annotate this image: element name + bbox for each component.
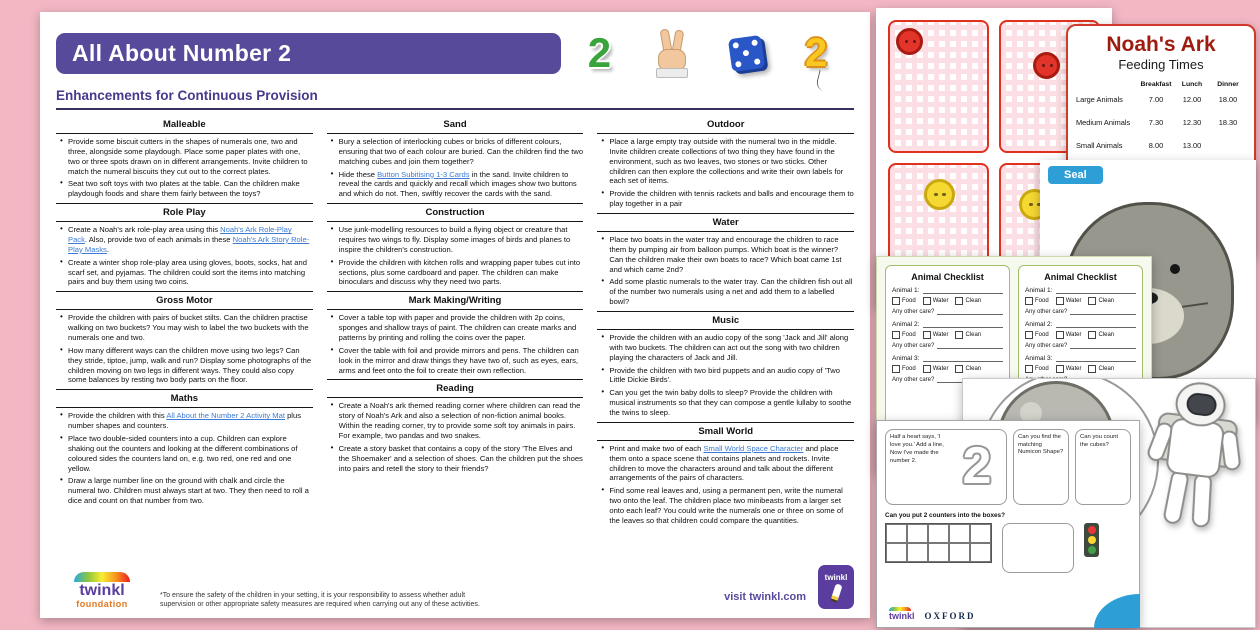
checkbox-item [892, 331, 916, 339]
seal-label: Seal [1048, 166, 1103, 184]
twinkl-badge [818, 565, 854, 609]
checkbox-item [1088, 297, 1114, 305]
bullet-text: Create a Noah's ark role-play area using this [68, 225, 221, 235]
feeding-row-label: Large Animals [1076, 95, 1123, 105]
section-bullets [56, 313, 313, 385]
bullet-text: Bury a selection of interlocking cubes or bricks of different colours, ensuring that two of each colour are buried. Can the children find the two matching cubes and join them together? [338, 137, 584, 166]
bullet-text: Place two double-sided counters into a cup. Children can explore shaking out the counters and looking at the different combinations of coloured sides the counters land on, e.g. two red, one red and one yellow. [68, 434, 298, 473]
col-header-breakfast: Breakfast [1140, 81, 1172, 89]
bullet-text: Provide the children with this [68, 411, 167, 421]
section-heading: Mark Making/Writing [327, 291, 584, 310]
ten-frame-cell [886, 543, 907, 562]
bullet-text: Cover the table with foil and provide mirrors and pens. The children can look in the mirror and draw things they have two of, such as eyes, ears, arms and feet onto the foil to create their own reflection. [338, 345, 579, 375]
write-line [923, 354, 1004, 362]
activity-bullet [68, 313, 313, 343]
activity-bullet [609, 137, 854, 186]
activity-bullet [68, 411, 313, 431]
number-2-worksheet [876, 420, 1140, 628]
checklist-checkboxes [892, 297, 1003, 305]
checklist-animal-row [892, 286, 1003, 294]
checkbox-item [1025, 331, 1049, 339]
activity-bullet [609, 366, 854, 386]
checkbox [1088, 331, 1096, 339]
other-care-label: Any other care? [892, 309, 935, 315]
checkbox-label: Water [1065, 332, 1082, 338]
checkbox-item [955, 365, 981, 373]
activity-bullet [609, 388, 854, 418]
amber-light [1088, 536, 1096, 544]
checklist-other-row [892, 341, 1003, 349]
activity-bullet [68, 137, 313, 176]
checkbox-item [923, 331, 949, 339]
checkbox-label: Food [1035, 332, 1049, 338]
answer-box [1002, 523, 1074, 573]
astronaut-cutout [1137, 377, 1251, 540]
checklist-animal-row [892, 320, 1003, 328]
green-number-2-graphic: 2 [587, 29, 612, 76]
checkbox-item [955, 331, 981, 339]
big-numeral-2: 2 [962, 437, 992, 495]
numicon-question-box: Can you find the matching Numicon Shape? [1013, 429, 1069, 505]
activity-bullet [339, 225, 584, 255]
checklist-animal-row [892, 354, 1003, 362]
checkbox-label: Water [1065, 298, 1082, 304]
checkbox-label: Water [1065, 366, 1082, 372]
write-line [937, 307, 1003, 315]
ten-frame-cell [949, 524, 970, 543]
ten-frame-cell [907, 543, 928, 562]
rhyme-text: Half a heart says, 'I love you.' Add a line, Now I've made the number 2. [890, 434, 944, 464]
counters-question: Can you put 2 counters into the boxes? [885, 512, 1006, 519]
main-document [40, 12, 870, 618]
section-heading: Reading [327, 379, 584, 398]
checklist-animal-label: Animal 2: [892, 321, 920, 328]
section-bullets [597, 333, 854, 418]
feeding-times-title: Noah's Ark [1106, 33, 1216, 56]
write-line [1056, 354, 1137, 362]
checklist-title: Animal Checklist [1044, 272, 1117, 282]
checklist-entry [1025, 320, 1136, 349]
feeding-row [1076, 88, 1246, 111]
activity-bullet [609, 444, 854, 483]
feeding-table-header [1076, 81, 1246, 88]
feeding-time-value: 7.30 [1148, 118, 1164, 128]
activity-column [327, 117, 584, 561]
checkbox-label: Clean [1098, 298, 1115, 304]
checkbox [892, 331, 900, 339]
checkbox-label: Food [902, 298, 916, 304]
checklist-animal-row [1025, 286, 1136, 294]
checkbox-label: Clean [965, 332, 982, 338]
write-line [1056, 320, 1137, 328]
feeding-time-value: 18.00 [1218, 95, 1238, 105]
activity-bullet [609, 333, 854, 363]
checkbox-item [923, 297, 949, 305]
other-care-label: Any other care? [892, 377, 935, 383]
feeding-time-value: 12.30 [1182, 118, 1202, 128]
checkbox-item [923, 365, 949, 373]
feeding-times-subtitle: Feeding Times [1118, 57, 1204, 73]
activity-bullet [609, 189, 854, 209]
checkbox [1025, 297, 1033, 305]
red-light [1088, 526, 1096, 534]
feeding-times-table [1076, 81, 1246, 157]
activity-bullet [68, 476, 313, 506]
section-bullets [597, 444, 854, 526]
checkbox [1056, 331, 1064, 339]
activity-bullet [339, 170, 584, 200]
bullet-text: How many different ways can the children move using two legs? Can they stride, tiptoe, jump, walk and run? Display some photographs of the children moving on two legs in different ways. They could also copy some balances by resting two body parts on the floor. [68, 345, 312, 385]
header-art [561, 29, 854, 77]
section-heading: Construction [327, 203, 584, 222]
checklist-animal-label: Animal 1: [892, 287, 920, 294]
bullet-text: Seat two soft toys with two plates at the table. Can the children make playdough foods and share them fairly between the toys? [68, 179, 300, 199]
feeding-time-value: 7.00 [1148, 95, 1164, 105]
checkbox-item [1056, 365, 1082, 373]
checkbox-label: Food [902, 366, 916, 372]
checklist-other-row [1025, 341, 1136, 349]
activity-bullet [68, 434, 313, 473]
bullet-text: Provide the children with two bird puppets and an audio copy of 'Two Little Dickie Birds'. [609, 365, 841, 385]
checkbox-label: Clean [1098, 332, 1115, 338]
checkbox-item [1088, 365, 1114, 373]
feeding-time-value: 13.00 [1182, 141, 1202, 151]
brand-name: twinkl [79, 582, 125, 599]
checkbox-label: Food [1035, 366, 1049, 372]
activity-bullet [68, 225, 313, 255]
activity-bullet [339, 401, 584, 440]
section-heading: Outdoor [597, 117, 854, 134]
checkbox [892, 297, 900, 305]
resource-link[interactable]: Button Subitising 1-3 Cards [377, 169, 470, 179]
checklist-animal-label: Animal 2: [1025, 321, 1053, 328]
blue-corner-graphic [1094, 594, 1140, 628]
worksheet-bottom-row [885, 523, 1131, 573]
feeding-row-label: Small Animals [1076, 141, 1123, 151]
checkbox [1025, 365, 1033, 373]
checkbox-item [955, 297, 981, 305]
activity-column [56, 117, 313, 561]
checklist-entry [892, 286, 1003, 315]
oxford-logo: OXFORD [924, 611, 976, 621]
section-heading: Small World [597, 422, 854, 441]
checklist-title: Animal Checklist [911, 272, 984, 282]
section-bullets [327, 313, 584, 375]
checkbox-item [1088, 331, 1114, 339]
activity-column [597, 117, 854, 561]
checkbox-label: Water [932, 298, 949, 304]
checkbox-label: Food [1035, 298, 1049, 304]
checkbox-item [1056, 331, 1082, 339]
ten-frame-cell [886, 524, 907, 543]
bullet-text: Hide these [338, 169, 378, 179]
section-bullets [597, 235, 854, 307]
checkbox [892, 365, 900, 373]
checkbox-item [892, 297, 916, 305]
bullet-text: Create a Noah's ark themed reading corner where children can read the story of Noah's Ark and also a selection of non-fiction animal books. Within the reading corner, try to provide some soft toy animals in pairs. For example, two pandas and two snakes. [338, 401, 581, 441]
checklist-animal-row [1025, 320, 1136, 328]
section-heading: Maths [56, 389, 313, 408]
checkbox [923, 331, 931, 339]
ten-frame-cell [949, 543, 970, 562]
checkbox [1088, 365, 1096, 373]
checklist-other-row [892, 307, 1003, 315]
section-heading: Gross Motor [56, 291, 313, 310]
bullet-text: in the sand. Invite children to reveal the cards and quickly and recall which images show two buttons and which do not. Then, swiftly recover the cards with the sand. [338, 169, 577, 199]
section-bullets [327, 137, 584, 199]
ten-frame-cell [970, 543, 991, 562]
section-heading: Music [597, 311, 854, 330]
write-line [923, 286, 1004, 294]
checklist-animal-row [1025, 354, 1136, 362]
checkbox [1088, 297, 1096, 305]
badge-brand-name: twinkl [824, 572, 848, 582]
activity-bullet [339, 313, 584, 343]
activity-bullet [609, 235, 854, 274]
bullet-text: and place them onto a space scene that contains planets and rockets. Invite children to move the characters around and talk about the different arrangements of the pairs of characters. [609, 443, 839, 483]
checkbox [1025, 331, 1033, 339]
bullet-text: . Also, provide two of each animals in these [84, 235, 233, 245]
feeding-time-value: 8.00 [1148, 141, 1164, 151]
feeding-row [1076, 111, 1246, 134]
write-line [1056, 286, 1137, 294]
activity-bullet [339, 258, 584, 288]
bullet-text: Create a winter shop role-play area using gloves, boots, socks, hat and scarf set, and pyjamas. The children could sort the items into matching pairs and buy them using two coins. [68, 257, 307, 287]
bullet-text: Provide the children with pairs of bucket stilts. Can the children practise walking on two buckets? You may wish to label the two buckets with the numerals one and two. [68, 313, 309, 343]
checklist-entry [1025, 286, 1136, 315]
other-care-label: Any other care? [892, 343, 935, 349]
section-bullets [597, 137, 854, 209]
twinkl-mini-logo [889, 607, 915, 621]
activity-bullet [339, 137, 584, 167]
bullet-text: Add some plastic numerals to the water tray. Can the children fish out all of the number two numerals using a net and add them to a labelled bowl? [609, 277, 853, 307]
checkbox-item [892, 365, 916, 373]
balloon-number-2-graphic [805, 33, 827, 73]
bullet-text: Draw a large number line on the ground with chalk and circle the numeral two. Children must always start at two. They then need to roll a dice and count on that number from two. [68, 476, 309, 506]
checkbox [1056, 365, 1064, 373]
visit-link[interactable]: visit twinkl.com [724, 591, 806, 603]
activity-bullet [68, 346, 313, 385]
checklist-other-row [1025, 307, 1136, 315]
bullet-text: Provide the children with kitchen rolls and wrapping paper tubes cut into sections, plus some cardboard and paper. The children can make binoculars and discuss why they need two parts. [338, 257, 581, 287]
checkbox [955, 297, 963, 305]
section-heading: Malleable [56, 117, 313, 134]
feeding-row [1076, 134, 1246, 157]
cubes-question-box: Can you count the cubes? [1075, 429, 1131, 505]
checkbox [955, 365, 963, 373]
write-line [1070, 307, 1136, 315]
feeding-time-value: 18.30 [1218, 118, 1238, 128]
section-bullets [56, 411, 313, 506]
bullet-text: Find some real leaves and, using a permanent pen, write the numeral two onto the leaf. The children place two minibeasts from a larger set onto each leaf? You could write the numerals one or three on some of the leaves so that children could compare the quantities. [609, 486, 844, 525]
activity-bullet [609, 277, 854, 307]
checklist-animal-label: Animal 3: [892, 355, 920, 362]
yellow-button-icon [924, 179, 955, 210]
checkbox-label: Food [902, 332, 916, 338]
worksheet-top-row [885, 429, 1131, 505]
brand-sub-name: foundation [76, 599, 128, 609]
resource-link[interactable]: Noah's Ark Role-Play Pack [68, 225, 292, 245]
col-header-dinner: Dinner [1217, 81, 1239, 89]
col-header-lunch: Lunch [1181, 81, 1203, 89]
checkbox [955, 331, 963, 339]
astronaut-visor [1185, 392, 1217, 417]
ten-frame-cell [928, 524, 949, 543]
section-heading: Sand [327, 117, 584, 134]
bullet-text: Provide the children with an audio copy of the song 'Jack and Jill' along with two buckets. The children can act out the song with two children playing the characters of Jack and Jill. [609, 333, 849, 362]
twinkl-wordmark: twinkl [889, 611, 915, 621]
section-bullets [327, 225, 584, 287]
checkbox-label: Clean [965, 366, 982, 372]
checkbox-label: Water [932, 366, 949, 372]
page-title: All About Number 2 [56, 33, 561, 74]
ten-frame-cell [907, 524, 928, 543]
resource-link[interactable]: Noah's Ark Story Role-Play Masks [68, 235, 310, 254]
ten-frame [885, 523, 992, 563]
bullet-text: Place a large empty tray outside with the numeral two in the middle. Invite children create collections of two thing they have found in the environment, such as two leaves, two stones or two sticks. Other children can then explore the collections and write their own labels for each set of items. [609, 137, 844, 186]
bullet-text: plus number shapes and counters. [68, 411, 302, 431]
rhyme-box [885, 429, 1007, 505]
checkbox-label: Clean [1098, 366, 1115, 372]
checklist-checkboxes [1025, 365, 1136, 373]
two-fingers-hand-icon [653, 29, 689, 77]
checkbox [923, 297, 931, 305]
ten-frame-cell [970, 524, 991, 543]
bullet-text: Place two boats in the water tray and encourage the children to race them by pumping air from balloon pumps. Which boat is the winner? Can the children make their own boats to race? Which boat came 1st and which came 2nd? [609, 235, 842, 274]
checkbox-item [1025, 365, 1049, 373]
checklist-checkboxes [892, 331, 1003, 339]
astronaut-leg [1162, 469, 1190, 525]
activity-bullet [609, 486, 854, 525]
resource-link[interactable]: All About the Number 2 Activity Mat [166, 411, 285, 421]
section-bullets [327, 401, 584, 473]
checklist-animal-label: Animal 3: [1025, 355, 1053, 362]
other-care-label: Any other care? [1025, 343, 1068, 349]
red-button-icon [896, 28, 923, 55]
other-care-label: Any other care? [1025, 309, 1068, 315]
checkbox-label: Clean [965, 298, 982, 304]
safety-footnote: *To ensure the safety of the children in your setting, it is your responsibility to assess whether adult supervision or other appropriate safety measures are required when carrying out any of these activities. [160, 591, 480, 608]
dice-icon [728, 34, 765, 71]
balloon-numeral: 2 [804, 31, 828, 75]
doc-subtitle: Enhancements for Continuous Provision [56, 88, 318, 103]
ten-frame-cell [928, 543, 949, 562]
activity-columns [56, 117, 854, 561]
feeding-table-body [1076, 88, 1246, 157]
feeding-row-label: Medium Animals [1076, 118, 1131, 128]
checklist-checkboxes [892, 365, 1003, 373]
bullet-text: Print and make two of each [609, 443, 704, 453]
astronaut-torso [1165, 417, 1225, 479]
write-line [923, 320, 1004, 328]
checklist-animal-label: Animal 1: [1025, 287, 1053, 294]
section-bullets [56, 225, 313, 287]
pencil-icon [830, 583, 842, 602]
rainbow-arc-icon [74, 572, 130, 582]
section-heading: Water [597, 213, 854, 232]
checkbox-item [1025, 297, 1049, 305]
button-card [888, 20, 989, 153]
seal-eye [1170, 264, 1180, 274]
section-heading: Role Play [56, 203, 313, 222]
activity-bullet [339, 444, 584, 474]
activity-bullet [339, 346, 584, 376]
bullet-text: . [106, 244, 109, 254]
divider [56, 108, 854, 110]
worksheet-logos [889, 607, 976, 621]
resource-link[interactable]: Small World Space Character [703, 443, 804, 453]
section-bullets [56, 137, 313, 199]
red-button-icon [1033, 52, 1060, 79]
write-line [1070, 341, 1136, 349]
bullet-text: Create a story basket that contains a copy of the story 'The Elves and the Shoemaker' and a selection of shoes. Can the children put the shoes into pairs and retell the story to their friends? [338, 443, 583, 473]
checklist-checkboxes [1025, 331, 1136, 339]
traffic-light-icon [1084, 523, 1099, 557]
checklist-checkboxes [1025, 297, 1136, 305]
doc-footer [56, 565, 854, 609]
feeding-time-value: 12.00 [1182, 95, 1202, 105]
checkbox-label: Water [932, 332, 949, 338]
astronaut-leg [1192, 473, 1213, 528]
twinkl-foundation-logo [56, 572, 148, 609]
bullet-text: Use junk-modelling resources to build a flying object or creature that requires two wings to fly. Display some images of birds and planes to inspire the children's construction. [338, 225, 571, 254]
bullet-text: Can you get the twin baby dolls to sleep? Provide the children with musical instruments so that they can compose a gentle lullaby to soothe the twins to sleep. [609, 388, 852, 418]
activity-bullet [68, 179, 313, 199]
green-light [1088, 546, 1096, 554]
bullet-text: Cover a table top with paper and provide the children with 2p coins, sponges and shallow trays of paint. The children can create marks and patterns by printing and rolling the coins over the paper. [338, 313, 577, 343]
checkbox [923, 365, 931, 373]
write-line [937, 341, 1003, 349]
checkbox-item [1056, 297, 1082, 305]
checkbox [1056, 297, 1064, 305]
bullet-text: Provide the children with tennis rackets and balls and encourage them to play together in a pair [609, 189, 854, 209]
checklist-entry [892, 320, 1003, 349]
doc-header [56, 26, 854, 80]
activity-bullet [68, 258, 313, 288]
bullet-text: Provide some biscuit cutters in the shapes of numerals one, two and three, alongside some playdough. Place some paper plates with one, two or three spots drawn on in different arrangements. Invite children to match the numeral biscuits they cut out to the correct plates. [68, 137, 308, 176]
